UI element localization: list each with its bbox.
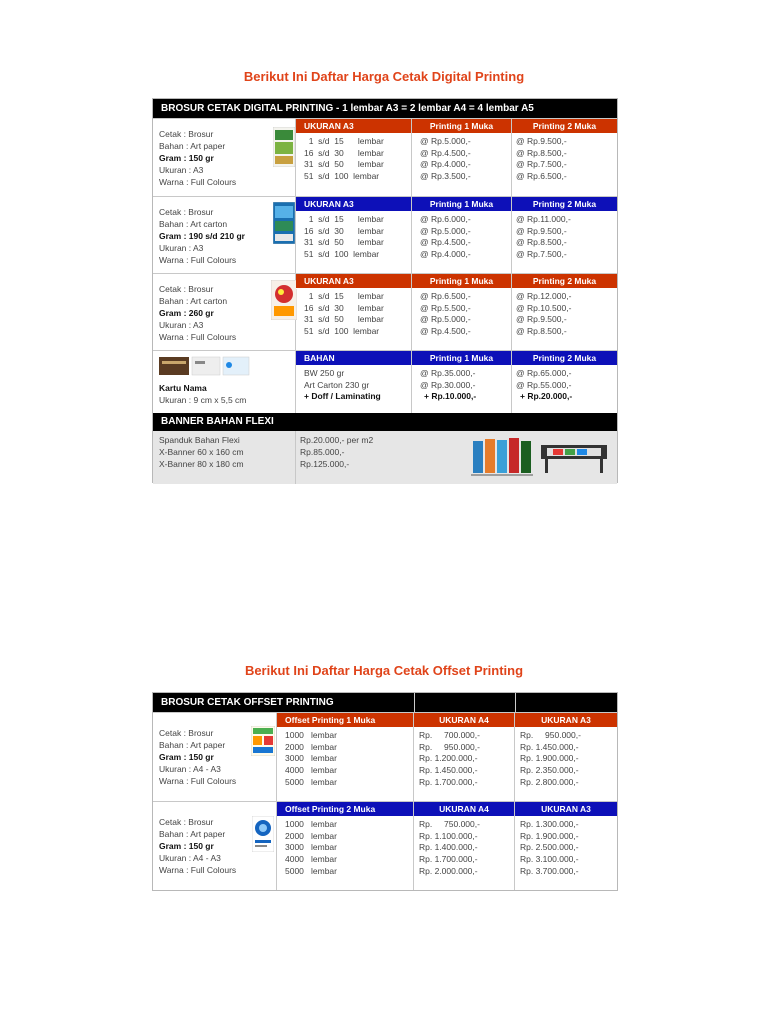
kartu-nama-size: Ukuran : 9 cm x 5,5 cm xyxy=(159,395,247,405)
column-header-2-muka: Printing 2 Muka xyxy=(512,351,617,366)
column-header-bahan: BAHAN xyxy=(296,351,411,366)
column-header-2-muka: Printing 2 Muka xyxy=(512,119,617,134)
price-list-1-muka xyxy=(412,212,511,261)
column-header-size: UKURAN A3 xyxy=(296,274,411,289)
price-list-1-muka xyxy=(412,289,511,338)
spec-cetak: Cetak : Brosur xyxy=(159,207,214,217)
brochure-thumbnail-image xyxy=(273,127,295,167)
offset-section-2 xyxy=(153,801,617,890)
spec-gram: Gram : 150 gr xyxy=(159,153,214,163)
price-cell: Rp. 3.100.000,- xyxy=(520,854,579,865)
bahan-row: BW 250 gr xyxy=(304,368,345,378)
spec-warna: Warna : Full Colours xyxy=(159,332,237,342)
spec-warna: Warna : Full Colours xyxy=(159,177,237,187)
price-cell: + Rp.20.000,- xyxy=(520,391,573,402)
qty-row: 16 s/d 30 lembar xyxy=(304,147,384,158)
spec-cetak: Cetak : Brosur xyxy=(159,728,214,738)
offset-section-1 xyxy=(153,712,617,801)
price-cell: @ Rp.5.000,- xyxy=(420,225,471,236)
price-cell: Rp. 1.700.000,- xyxy=(419,854,478,865)
price-cell: @ Rp.7.500,- xyxy=(516,159,567,170)
price-cell: Rp. 2.800.000,- xyxy=(520,776,579,787)
column-header-1-muka: Printing 1 Muka xyxy=(412,274,511,289)
price-cell: @ Rp.12.000,- xyxy=(516,291,572,301)
qty-list xyxy=(296,134,411,183)
price-cell: @ Rp.10.500,- xyxy=(516,302,572,313)
column-header-1-muka: Printing 1 Muka xyxy=(412,351,511,366)
price-cell: @ Rp.30.000,- xyxy=(420,379,476,390)
qty-row: 3000 lembar xyxy=(285,842,337,853)
banner-item: X-Banner 80 x 180 cm xyxy=(159,459,244,469)
digital-section-2 xyxy=(153,196,617,273)
offset-table-header xyxy=(153,693,617,712)
spec-warna: Warna : Full Colours xyxy=(159,776,237,786)
bahan-row: + Doff / Laminating xyxy=(304,391,381,402)
price-cell: @ Rp.9.500,- xyxy=(516,225,567,236)
price-cell: @ Rp.65.000,- xyxy=(516,368,572,378)
price-cell: @ Rp.8.500,- xyxy=(516,326,567,337)
price-list-a4 xyxy=(414,817,514,878)
offset-header-label: BROSUR CETAK OFFSET PRINTING xyxy=(161,697,334,708)
spec-gram: Gram : 260 gr xyxy=(159,308,214,318)
bahan-list xyxy=(296,366,411,403)
spec-warna: Warna : Full Colours xyxy=(159,865,237,875)
brochure-thumbnail-image xyxy=(252,816,274,852)
price-cell: Rp. 1.900.000,- xyxy=(520,753,579,764)
price-cell: @ Rp.4.000,- xyxy=(420,249,471,260)
qty-row: 5000 lembar xyxy=(285,776,337,787)
price-cell: @ Rp.4.500,- xyxy=(420,147,471,158)
qty-row: 31 s/d 50 lembar xyxy=(304,159,384,170)
price-list-a3 xyxy=(515,728,617,789)
column-header-offset: Offset Printing 1 Muka xyxy=(277,713,413,728)
price-cell: Rp. 1.300.000,- xyxy=(520,819,579,829)
column-header-a3: UKURAN A3 xyxy=(515,802,617,817)
price-cell: Rp. 1.450.000,- xyxy=(520,741,579,752)
qty-list xyxy=(296,212,411,261)
spec-ukuran: Ukuran : A3 xyxy=(159,320,204,330)
price-cell: @ Rp.5.000,- xyxy=(420,136,471,146)
price-cell: @ Rp.8.500,- xyxy=(516,147,567,158)
x-banner-image xyxy=(471,437,533,477)
kartu-nama-section xyxy=(153,350,617,413)
qty-row: 4000 lembar xyxy=(285,854,337,865)
price-cell: @ Rp.5.500,- xyxy=(420,302,471,313)
price-cell: @ Rp.4.500,- xyxy=(420,326,471,337)
price-cell: @ Rp.7.500,- xyxy=(516,249,567,260)
price-cell: @ Rp.6.500,- xyxy=(420,291,471,301)
banner-items xyxy=(153,431,296,484)
qty-row: 31 s/d 50 lembar xyxy=(304,237,384,248)
spec-bahan: Bahan : Art paper xyxy=(159,829,226,839)
price-cell: Rp. 1.200.000,- xyxy=(419,753,478,764)
column-header-a4: UKURAN A4 xyxy=(414,713,514,728)
price-cell: Rp. 1.100.000,- xyxy=(419,830,478,841)
banner-price: Rp.85.000,- xyxy=(300,447,345,457)
spec-warna: Warna : Full Colours xyxy=(159,255,237,265)
printer-machine-image xyxy=(539,441,609,475)
column-header-2-muka: Printing 2 Muka xyxy=(512,274,617,289)
brochure-thumbnail-image xyxy=(271,280,297,320)
price-list-2-muka xyxy=(512,289,617,338)
qty-row: 1 s/d 15 lembar xyxy=(304,214,384,224)
column-header-size: UKURAN A3 xyxy=(296,119,411,134)
price-cell: Rp. 1.400.000,- xyxy=(419,842,478,853)
spec-bahan: Bahan : Art carton xyxy=(159,296,228,306)
digital-price-table xyxy=(152,98,618,483)
qty-row: 1000 lembar xyxy=(285,730,337,740)
kartu-nama-label: Kartu Nama xyxy=(159,383,207,393)
qty-row: 2000 lembar xyxy=(285,830,337,841)
offset-title: Berikut Ini Daftar Harga Cetak Offset Printing xyxy=(244,663,524,678)
price-cell: Rp. 950.000,- xyxy=(520,730,581,740)
price-cell: Rp. 950.000,- xyxy=(419,741,480,752)
banner-header: BANNER BAHAN FLEXI xyxy=(153,413,617,431)
price-list-a3 xyxy=(515,817,617,878)
spec-bahan: Bahan : Art carton xyxy=(159,219,228,229)
column-header-1-muka: Printing 1 Muka xyxy=(412,119,511,134)
price-cell: @ Rp.55.000,- xyxy=(516,379,572,390)
spec-gram: Gram : 150 gr xyxy=(159,841,214,851)
price-cell: @ Rp.4.500,- xyxy=(420,237,471,248)
qty-row: 16 s/d 30 lembar xyxy=(304,302,384,313)
price-list-2-muka xyxy=(512,366,617,403)
price-list-2-muka xyxy=(512,134,617,183)
column-header-offset: Offset Printing 2 Muka xyxy=(277,802,413,817)
banner-section xyxy=(153,431,617,484)
spec-gram: Gram : 190 s/d 210 gr xyxy=(159,231,245,241)
price-cell: @ Rp.11.000,- xyxy=(516,214,571,224)
banner-price: Rp.20.000,- per m2 xyxy=(300,435,374,445)
spec-bahan: Bahan : Art paper xyxy=(159,740,226,750)
banner-item: X-Banner 60 x 160 cm xyxy=(159,447,244,457)
qty-row: 51 s/d 100 lembar xyxy=(304,326,380,337)
price-cell: Rp. 1.900.000,- xyxy=(520,830,579,841)
digital-title: Berikut Ini Daftar Harga Cetak Digital Printing xyxy=(243,69,525,84)
column-header-2-muka: Printing 2 Muka xyxy=(512,197,617,212)
price-list-1-muka xyxy=(412,134,511,183)
bahan-row: Art Carton 230 gr xyxy=(304,379,370,390)
price-cell: Rp. 700.000,- xyxy=(419,730,480,740)
column-header-size: UKURAN A3 xyxy=(296,197,411,212)
spec-cetak: Cetak : Brosur xyxy=(159,284,214,294)
qty-list xyxy=(296,289,411,338)
price-cell: @ Rp.4.000,- xyxy=(420,159,471,170)
spec-cetak: Cetak : Brosur xyxy=(159,817,214,827)
price-cell: Rp. 2.500.000,- xyxy=(520,842,579,853)
banner-prices xyxy=(300,434,373,470)
business-card-image xyxy=(159,355,251,379)
qty-list xyxy=(277,728,413,789)
kartu-spec-block xyxy=(153,351,296,413)
qty-row: 2000 lembar xyxy=(285,741,337,752)
spec-ukuran: Ukuran : A4 - A3 xyxy=(159,764,221,774)
digital-table-header: BROSUR CETAK DIGITAL PRINTING - 1 lembar A3 = 2 lembar A4 = 4 lembar A5 xyxy=(153,99,617,118)
qty-row: 16 s/d 30 lembar xyxy=(304,225,384,236)
spec-ukuran: Ukuran : A3 xyxy=(159,243,204,253)
price-cell: @ Rp.6.000,- xyxy=(420,214,471,224)
column-header-a4: UKURAN A4 xyxy=(414,802,514,817)
price-cell: @ Rp.35.000,- xyxy=(420,368,476,378)
qty-row: 51 s/d 100 lembar xyxy=(304,171,380,182)
column-header-1-muka: Printing 1 Muka xyxy=(412,197,511,212)
column-header-a3: UKURAN A3 xyxy=(515,713,617,728)
price-cell: Rp. 750.000,- xyxy=(419,819,480,829)
price-cell: Rp. 1.700.000,- xyxy=(419,776,478,787)
spec-gram: Gram : 150 gr xyxy=(159,752,214,762)
banner-item: Spanduk Bahan Flexi xyxy=(159,435,240,445)
qty-list xyxy=(277,817,413,878)
price-cell: @ Rp.8.500,- xyxy=(516,237,567,248)
spec-ukuran: Ukuran : A3 xyxy=(159,165,204,175)
price-cell: @ Rp.9.500,- xyxy=(516,136,567,146)
price-cell: @ Rp.9.500,- xyxy=(516,314,567,325)
spec-bahan: Bahan : Art paper xyxy=(159,141,226,151)
qty-row: 51 s/d 100 lembar xyxy=(304,249,380,260)
price-cell: Rp. 2.000.000,- xyxy=(419,865,478,876)
price-cell: Rp. 1.450.000,- xyxy=(419,765,478,776)
price-cell: @ Rp.5.000,- xyxy=(420,314,471,325)
spec-cetak: Cetak : Brosur xyxy=(159,129,214,139)
brochure-thumbnail-image xyxy=(251,726,275,756)
price-cell: Rp. 3.700.000,- xyxy=(520,865,579,876)
price-cell: Rp. 2.350.000,- xyxy=(520,765,579,776)
price-list-1-muka xyxy=(412,366,511,403)
qty-row: 3000 lembar xyxy=(285,753,337,764)
price-cell: @ Rp.6.500,- xyxy=(516,171,567,182)
price-cell: @ Rp.3.500,- xyxy=(420,171,471,182)
brochure-thumbnail-image xyxy=(273,202,295,244)
price-list-2-muka xyxy=(512,212,617,261)
offset-price-table xyxy=(152,692,618,891)
qty-row: 1 s/d 15 lembar xyxy=(304,136,384,146)
price-list-a4 xyxy=(414,728,514,789)
banner-price: Rp.125.000,- xyxy=(300,459,350,469)
qty-row: 1000 lembar xyxy=(285,819,337,829)
qty-row: 5000 lembar xyxy=(285,865,337,876)
qty-row: 31 s/d 50 lembar xyxy=(304,314,384,325)
digital-section-3 xyxy=(153,273,617,350)
qty-row: 4000 lembar xyxy=(285,765,337,776)
spec-ukuran: Ukuran : A4 - A3 xyxy=(159,853,221,863)
qty-row: 1 s/d 15 lembar xyxy=(304,291,384,301)
digital-section-1 xyxy=(153,118,617,196)
price-cell: + Rp.10.000,- xyxy=(424,391,477,402)
